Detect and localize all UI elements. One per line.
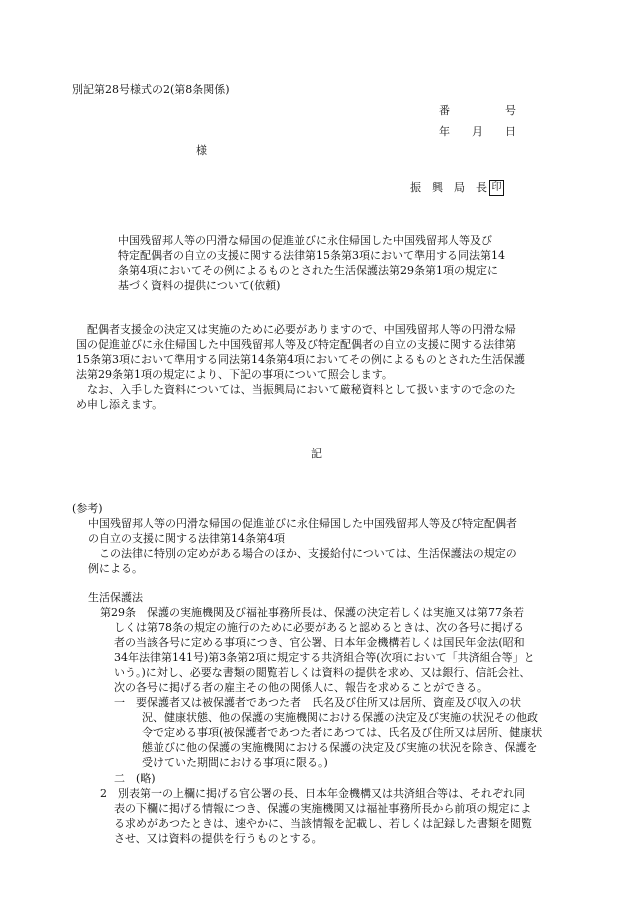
body-block	[76, 322, 566, 412]
article29-line: 第29条 保護の実施機関及び福祉事務所長は、保護の決定若しくは実施又は第77条若	[100, 606, 524, 619]
subject-line: 基づく資料の提供について(依頼)	[118, 279, 281, 292]
law1-title-block	[88, 516, 568, 546]
body-line: 法第29条第1項の規定により、下記の事項について照会します。	[76, 368, 393, 381]
law1-text-line: 例による。	[88, 562, 143, 575]
item2: 二 (略)	[114, 772, 156, 785]
paragraph2-block	[100, 786, 570, 846]
seal-mark: 印	[489, 180, 504, 196]
law1-title-line: の自立の支援に関する法律第14条第4項	[88, 532, 285, 545]
body-line: 15条第3項において準用する同法第14条第4項においてその例によるものとされた生活保護	[76, 353, 525, 366]
article29-line: 者の当該各号に定める事項につき、官公署、日本年金機構若しくは国民年金法(昭和	[114, 636, 525, 649]
ki-heading: 記	[311, 447, 322, 460]
paragraph2-line: 表の下欄に掲げる情報につき、保護の実施機関又は福祉事務所長から前項の規定によ	[114, 802, 532, 815]
body-line: 配偶者支援金の決定又は実施のために必要がありますので、中国残留邦人等の円滑な帰	[76, 323, 516, 336]
body-line: 国の促進並びに永住帰国した中国残留邦人等及び特定配偶者の自立の支援に関する法律第	[76, 338, 516, 351]
article29-line: 次の各号に掲げる者の雇主その他の関係人に、報告を求めることができる。	[114, 681, 488, 694]
article29-line: 34年法律第141号)第3条第2項に規定する共済組合等(次項において「共済組合等」と	[114, 651, 535, 664]
paragraph2-line: る求めがあつたときは、速やかに、当該情報を記載し、若しくは記録した書類を閲覧	[114, 817, 532, 830]
document-number-label: 番 号	[439, 104, 516, 117]
law2-title: 生活保護法	[88, 591, 143, 604]
document-date-label: 年 月 日	[439, 125, 516, 138]
article29-line: しくは第78条の規定の施行のために必要があると認めるときは、次の各号に掲げる	[114, 621, 524, 634]
item1-line: 令で定める事項(被保護者であつた者にあつては、氏名及び住所又は居所、健康状	[142, 726, 543, 739]
item1-block	[114, 695, 574, 770]
body-line: なお、入手した資料については、当振興局において厳秘資料として扱いますので念のた	[76, 383, 516, 396]
subject-block	[118, 233, 548, 293]
law1-title-line: 中国残留邦人等の円滑な帰国の促進並びに永住帰国した中国残留邦人等及び特定配偶者	[88, 517, 517, 530]
paragraph2-line: 2 別表第一の上欄に掲げる官公署の長、日本年金機構又は共済組合等は、それぞれ同	[100, 787, 525, 800]
article29-line: いう。)に対し、必要な書類の閲覧若しくは資料の提供を求め、又は銀行、信託会社、	[114, 666, 531, 679]
item1-line: 況、健康状態、他の保護の実施機関における保護の決定及び実施の状況その他政	[142, 711, 538, 724]
body-line: め申し添えます。	[76, 398, 164, 411]
law1-text-block	[88, 546, 568, 576]
item1-line: 受けていた期間における事項に限る。)	[142, 756, 328, 769]
sender-title: 振 興 局 長	[410, 181, 487, 194]
article29-block	[100, 605, 570, 695]
item1-line: 態並びに他の保護の実施機関における保護の決定及び実施の状況を除き、保護を	[142, 741, 538, 754]
subject-line: 条第4項においてその例によるものとされた生活保護法第29条第1項の規定に	[118, 264, 498, 277]
law1-text-line: この法律に特別の定めがある場合のほか、支援給付については、生活保護法の規定の	[88, 547, 517, 560]
reference-heading: (参考)	[72, 502, 103, 515]
sender-block	[410, 180, 504, 196]
subject-line: 特定配偶者の自立の支援に関する法律第15条第3項において準用する同法第14	[118, 249, 505, 262]
addressee-suffix: 様	[196, 144, 207, 157]
form-title: 別記第28号様式の2(第8条関係)	[72, 83, 230, 96]
subject-line: 中国残留邦人等の円滑な帰国の促進並びに永住帰国した中国残留邦人等及び	[118, 234, 492, 247]
item1-line: 一 要保護者又は被保護者であつた者 氏名及び住所又は居所、資産及び収入の状	[114, 696, 521, 709]
paragraph2-line: させ、又は資料の提供を行うものとする。	[114, 832, 323, 845]
